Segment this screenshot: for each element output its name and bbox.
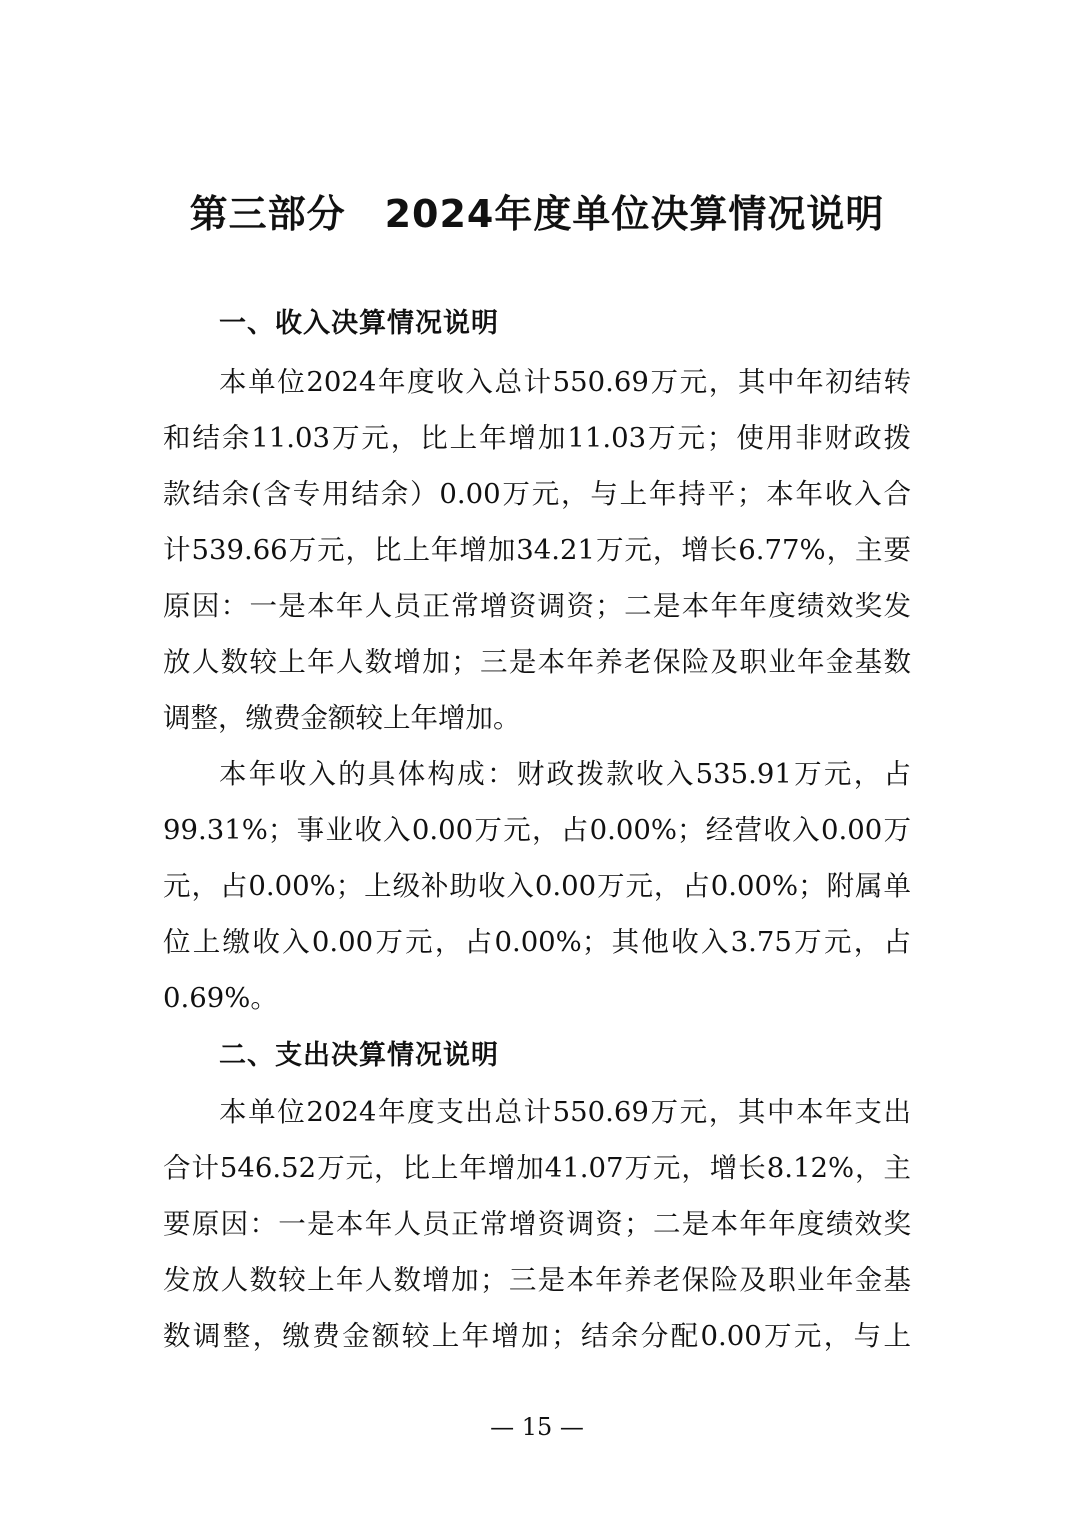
section-heading-income: 一、收入决算情况说明 xyxy=(219,308,499,339)
paragraph-line: 元，占0.00%；上级补助收入0.00万元，占0.00%；附属单 xyxy=(163,870,911,902)
paragraph-line: 0.69%。 xyxy=(163,982,278,1014)
paragraph-line: 款结余(含专用结余）0.00万元，与上年持平；本年收入合 xyxy=(163,478,911,510)
paragraph-line: 本年收入的具体构成：财政拨款收入535.91万元，占 xyxy=(219,758,911,790)
page-number: — 15 — xyxy=(490,1413,584,1441)
paragraph-line: 放人数较上年人数增加；三是本年养老保险及职业年金基数 xyxy=(163,646,911,678)
paragraph-line: 合计546.52万元，比上年增加41.07万元，增长8.12%，主 xyxy=(163,1152,911,1184)
paragraph-line: 本单位2024年度收入总计550.69万元，其中年初结转 xyxy=(219,366,911,398)
paragraph-line: 本单位2024年度支出总计550.69万元，其中本年支出 xyxy=(219,1096,911,1128)
paragraph-line: 发放人数较上年人数增加；三是本年养老保险及职业年金基 xyxy=(163,1264,911,1296)
paragraph-line: 原因：一是本年人员正常增资调资；二是本年年度绩效奖发 xyxy=(163,590,911,622)
paragraph-line: 计539.66万元，比上年增加34.21万元，增长6.77%，主要 xyxy=(163,534,911,566)
section-heading-expenditure: 二、支出决算情况说明 xyxy=(219,1040,499,1071)
page-title: 第三部分 2024年度单位决算情况说明 xyxy=(189,192,885,236)
paragraph-line: 位上缴收入0.00万元，占0.00%；其他收入3.75万元，占 xyxy=(163,926,911,958)
paragraph-line: 和结余11.03万元，比上年增加11.03万元；使用非财政拨 xyxy=(163,422,911,454)
paragraph-line: 99.31%；事业收入0.00万元，占0.00%；经营收入0.00万 xyxy=(163,814,911,846)
paragraph-line: 调整，缴费金额较上年增加。 xyxy=(163,702,521,734)
paragraph-line: 要原因：一是本年人员正常增资调资；二是本年年度绩效奖 xyxy=(163,1208,911,1240)
paragraph-line: 数调整，缴费金额较上年增加；结余分配0.00万元，与上 xyxy=(163,1320,911,1352)
